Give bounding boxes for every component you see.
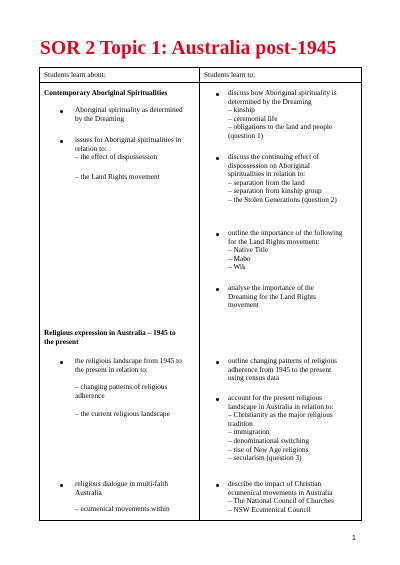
- header-divider: [40, 82, 361, 83]
- list-item: issues for Aboriginal spiritualities in relation to: – the effect of dispossession: [75, 135, 182, 162]
- list-item: analyse the importance of the Dreaming for the Land Rights movement: [228, 283, 316, 310]
- column-divider: [199, 68, 200, 520]
- list-item: outline changing patterns of religious adherence from 1945 to the present using census data: [228, 356, 338, 383]
- bullet-icon: [216, 233, 219, 236]
- bullet-icon: [216, 288, 219, 291]
- list-item: account for the present religious landscape in Australia in relation to: – Christianity as the major religious tradition – immigration – denominational switching – rise of New Age religions – secularism (question 3): [228, 393, 334, 463]
- bullet-icon: [216, 398, 219, 401]
- column-header-learn-to: Students learn to:: [204, 70, 256, 79]
- bullet-icon: [216, 93, 219, 96]
- list-item: religious dialogue in multi-faith Australia: [75, 479, 169, 497]
- bullet-icon: [60, 484, 63, 487]
- page-number: 1: [351, 533, 356, 542]
- list-item: discuss how Aboriginal spirituality is determined by the Dreaming – kinship – ceremonial life – obligations to the land and people (question 1): [228, 88, 337, 140]
- bullet-icon: [216, 157, 219, 160]
- bullet-icon: [216, 484, 219, 487]
- bullet-icon: [60, 110, 63, 113]
- list-item: outline the importance of the following for the Land Rights movement: – Native Title – Mabo – Wik: [228, 228, 343, 272]
- sub-item: – ecumenical movements within: [75, 504, 170, 513]
- list-item: describe the impact of Christian ecumenical movements in Australia – The National Council of Churches – NSW Ecumenical Council: [228, 479, 334, 514]
- sub-item: – the Land Rights movement: [75, 172, 160, 181]
- list-item: the religious landscape from 1945 to the present in relation to:: [75, 356, 182, 374]
- bullet-icon: [60, 361, 63, 364]
- bullet-icon: [60, 140, 63, 143]
- sub-item: – changing patterns of religious adherence: [75, 382, 168, 400]
- page-title: SOR 2 Topic 1: Australia post-1945: [40, 38, 337, 59]
- sub-item: – the current religious landscape: [75, 409, 170, 418]
- bullet-icon: [216, 361, 219, 364]
- column-header-learn-about: Students learn about:: [44, 70, 106, 79]
- list-item: discuss the continuing effect of dispossession on Aboriginal spiritualities in relation to: – separation from the land – separation from kinship group – the Stolen Generations (question 2): [228, 152, 337, 204]
- syllabus-table: [39, 67, 362, 521]
- section-heading-aboriginal-spiritualities: Contemporary Aboriginal Spiritualities: [44, 88, 168, 97]
- list-item: Aboriginal spirituality as determined by the Dreaming: [75, 105, 183, 123]
- section-heading-religious-expression: Religious expression in Australia – 1945 to the present: [44, 328, 176, 346]
